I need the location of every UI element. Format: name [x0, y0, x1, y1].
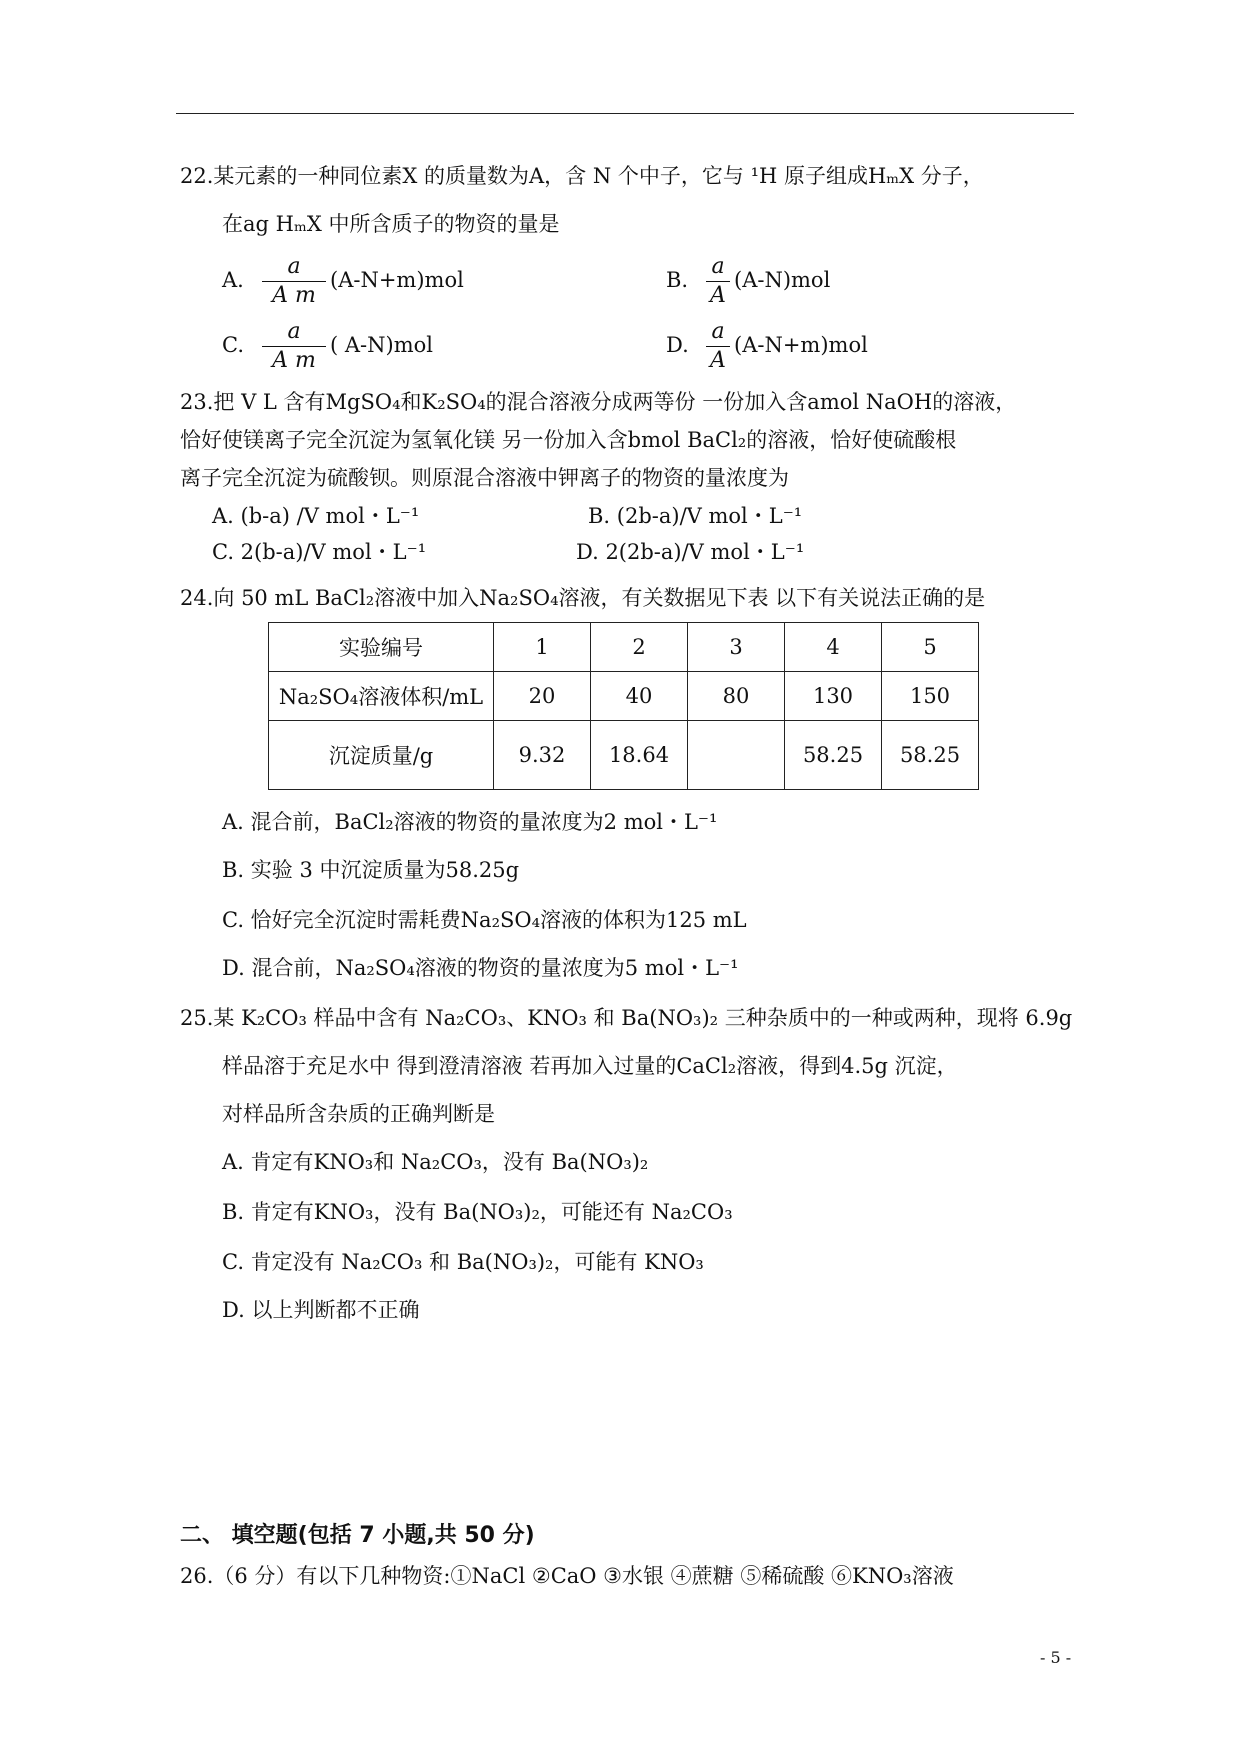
q25-option-d: D. 以上判断都不正确 — [222, 1298, 420, 1322]
q22-option-b-label: B. — [666, 268, 689, 292]
fraction-numerator: a — [287, 319, 301, 344]
table-cell: 130 — [785, 672, 882, 721]
q23-stem-line1: 23.把 V L 含有MgSO₄和K₂SO₄的混合溶液分成两等份 一份加入含amol NaOH的溶液， — [180, 390, 1017, 414]
q22-option-d-tail: (A-N+m)mol — [734, 333, 868, 357]
table-cell: 58.25 — [882, 721, 979, 790]
q23-stem-line3: 离子完全沉淀为硫酸钡。则原混合溶液中钾离子的物资的量浓度为 — [180, 466, 789, 490]
table-row — [269, 721, 979, 790]
table-cell: 150 — [882, 672, 979, 721]
table-cell: 2 — [591, 623, 688, 672]
fraction-numerator: a — [711, 319, 725, 344]
q24-option-a: A. 混合前，BaCl₂溶液的物资的量浓度为2 mol・L⁻¹ — [222, 810, 718, 834]
table-row — [269, 623, 979, 672]
table-cell: 80 — [688, 672, 785, 721]
q23-option-b: B. (2b-a)/V mol・L⁻¹ — [588, 504, 803, 528]
q22-option-d-fraction — [706, 321, 730, 372]
fraction-denominator: A — [710, 283, 726, 308]
table-cell: 9.32 — [494, 721, 591, 790]
q25-stem-line2: 样品溶于充足水中 得到澄清溶液 若再加入过量的CaCl₂溶液，得到4.5g 沉淀， — [222, 1054, 958, 1078]
fraction-numerator: a — [711, 254, 725, 279]
table-cell: 4 — [785, 623, 882, 672]
q22-option-d-label: D. — [666, 333, 689, 357]
q22-option-c-fraction — [262, 321, 326, 372]
page-number: - 5 - — [1040, 1648, 1072, 1667]
q22-option-c-label: C. — [222, 333, 244, 357]
q22-option-a-label: A. — [222, 268, 244, 292]
q25-option-a: A. 肯定有KNO₃和 Na₂CO₃，没有 Ba(NO₃)₂ — [222, 1150, 649, 1174]
q25-option-c: C. 肯定没有 Na₂CO₃ 和 Ba(NO₃)₂，可能有 KNO₃ — [222, 1250, 704, 1274]
table-cell: 沉淀质量/g — [269, 721, 494, 790]
q24-stem: 24.向 50 mL BaCl₂溶液中加入Na₂SO₄溶液，有关数据见下表 以下有关说法正确的是 — [180, 586, 986, 610]
table-cell: 20 — [494, 672, 591, 721]
q26-stem: 26.（6 分）有以下几种物资:①NaCl ②CaO ③水银 ④蔗糖 ⑤稀硫酸 ⑥KNO₃溶液 — [180, 1564, 954, 1588]
q22-option-c-tail: ( A-N)mol — [330, 333, 433, 357]
q25-stem-line1: 25.某 K₂CO₃ 样品中含有 Na₂CO₃、KNO₃ 和 Ba(NO₃)₂ 三种杂质中的一种或两种，现将 6.9g — [180, 1006, 1073, 1030]
q24-option-d: D. 混合前，Na₂SO₄溶液的物资的量浓度为5 mol・L⁻¹ — [222, 956, 739, 980]
table-cell: 58.25 — [785, 721, 882, 790]
q23-option-a: A. (b-a) /V mol・L⁻¹ — [212, 504, 420, 528]
fraction-denominator: A — [710, 348, 726, 373]
table-cell — [688, 721, 785, 790]
q22-option-b-fraction — [706, 256, 730, 307]
q23-option-c: C. 2(b-a)/V mol・L⁻¹ — [212, 540, 427, 564]
table-cell: 实验编号 — [269, 623, 494, 672]
q22-option-a-fraction — [262, 256, 326, 307]
q24-option-b: B. 实验 3 中沉淀质量为58.25g — [222, 858, 520, 882]
table-cell: Na₂SO₄溶液体积/mL — [269, 672, 494, 721]
table-cell: 5 — [882, 623, 979, 672]
q22-stem-line1: 22.某元素的一种同位素X 的质量数为A，含 N 个中子，它与 ¹H 原子组成HₘX 分子， — [180, 164, 984, 188]
table-row — [269, 672, 979, 721]
q24-data-table — [268, 622, 979, 790]
q22-option-a-tail: (A-N+m)mol — [330, 268, 464, 292]
fraction-denominator: A m — [272, 348, 316, 373]
fraction-numerator: a — [287, 254, 301, 279]
q23-option-d: D. 2(2b-a)/V mol・L⁻¹ — [576, 540, 805, 564]
header-rule — [176, 113, 1074, 114]
fraction-denominator: A m — [272, 283, 316, 308]
section-heading: 二、 填空题(包括 7 小题,共 50 分) — [180, 1523, 535, 1548]
table-cell: 18.64 — [591, 721, 688, 790]
q22-stem-line2: 在ag HₘX 中所含质子的物资的量是 — [222, 212, 560, 236]
q25-stem-line3: 对样品所含杂质的正确判断是 — [222, 1102, 495, 1126]
q23-stem-line2: 恰好使镁离子完全沉淀为氢氧化镁 另一份加入含bmol BaCl₂的溶液，恰好使硫酸根 — [180, 428, 957, 452]
table-cell: 40 — [591, 672, 688, 721]
table-cell: 3 — [688, 623, 785, 672]
q25-option-b: B. 肯定有KNO₃，没有 Ba(NO₃)₂，可能还有 Na₂CO₃ — [222, 1200, 733, 1224]
q24-option-c: C. 恰好完全沉淀时需耗费Na₂SO₄溶液的体积为125 mL — [222, 908, 747, 932]
table-cell: 1 — [494, 623, 591, 672]
q22-option-b-tail: (A-N)mol — [734, 268, 831, 292]
